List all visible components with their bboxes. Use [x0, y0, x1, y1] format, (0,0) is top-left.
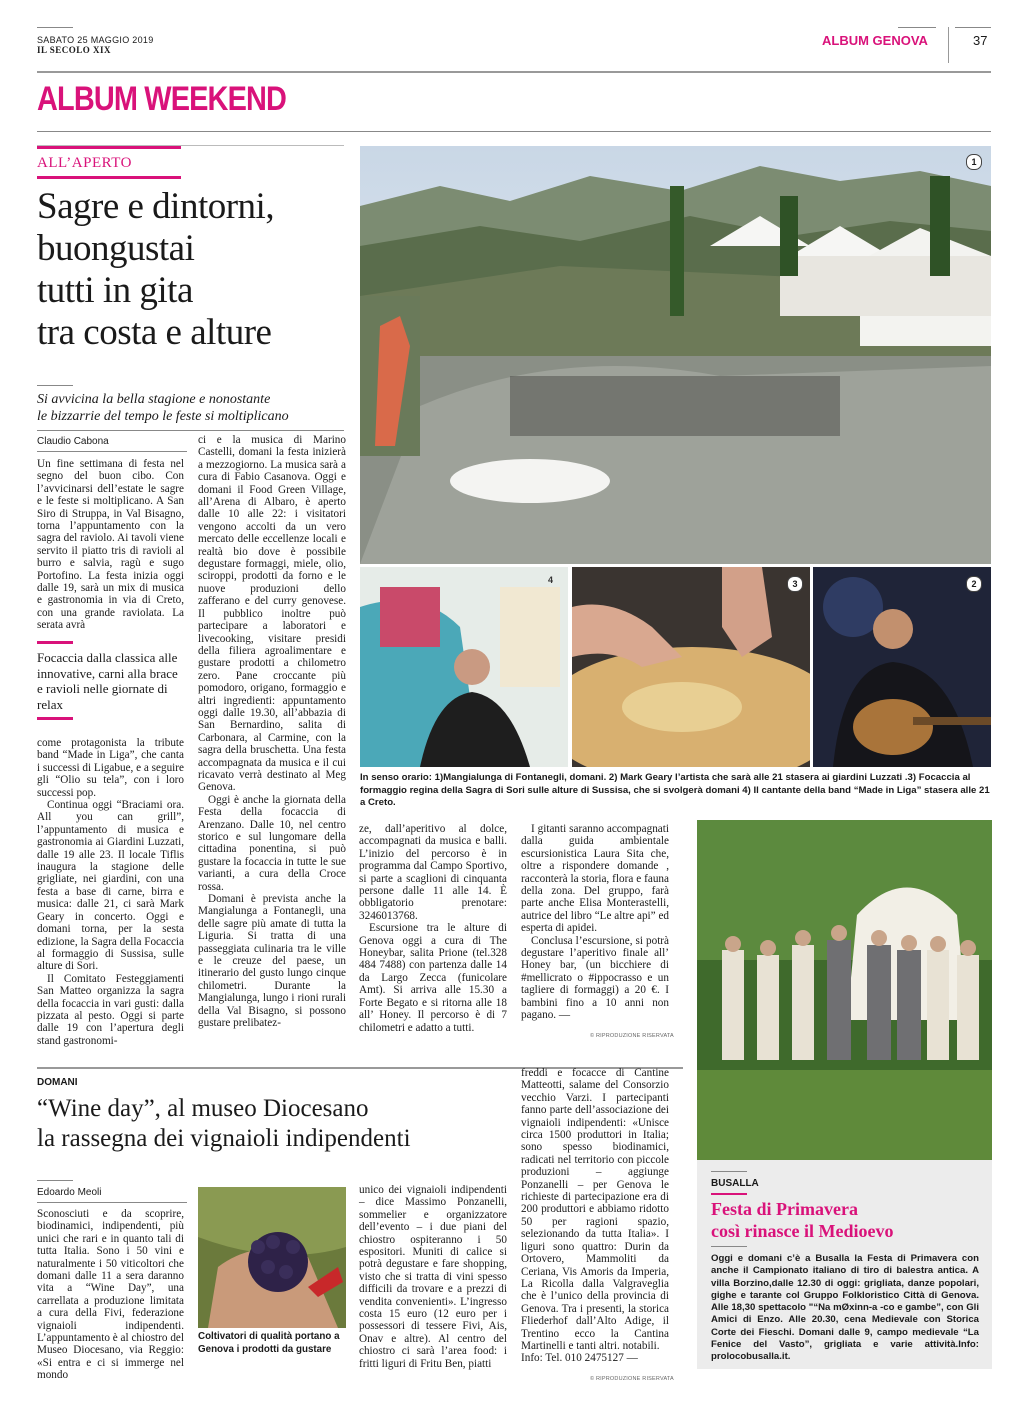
paragraph: Oggi è anche la giornata della Festa della focaccia di Arenzano. Dalle 10, nel centro storico e sul lungomare della cittadina ponentina, si può gustare la focaccia in tutte le sue varianti, a cura della Croce rossa. [198, 793, 346, 893]
paragraph: Sconosciuti e da scoprire, biodinamici, indipendenti, più unici che rari e in quanto tali di tutta Italia. Sono i 50 vini e naturalmente i 50 viticoltori che domani dalle 11 a sera daranno vita a “Wine Day”, una carrellata a produzione limitata a cura della Fivi, federazione vignaioli indipendenti. L’appuntamento è al chiostro del Museo Diocesano, via Reggio: «Si entra e ci si immerge nel mondo [37, 1208, 184, 1382]
paragraph: Escursione tra le alture di Genova oggi a cura di The Honeybar, salita Prione (tel.328 484 7488) con partenza dalle 14 da Largo Zecca (funicolare Amt). Si arriva alle 15.30 a Forte Begato e si ritorna alle 18 all’ Honey. Il percorso è di 7 chilometri e adatto a tutti. [359, 922, 507, 1034]
paragraph: Continua oggi “Braciami ora. All you can grill”, l’appuntamento di musica e gastronomia ai Giardini Luzzati, dalle 19 alle 23. Il locale Tiflis inaugura la stagione delle grigliate, nei giardini, con una festa a base di carne, birra e musica: dalle 21, ci sarà Mark Geary in concerto. Oggi e domani torna, per la sesta edizione, la Sagra della Focaccia al formaggio di Sussisa, sulle alture di Sori. [37, 799, 184, 973]
article-column-1-cont [37, 737, 184, 1047]
photo-number-4: 4 [548, 575, 554, 585]
photo-focaccia-image [572, 567, 810, 767]
wine-headline-line: la rassegna dei vignaioli indipendenti [37, 1125, 411, 1152]
paragraph: Il Comitato Festeggiamenti San Matteo organizza la sagra della focaccia in vari gusti: dalla pizzata al pesto. Oggi si parte dalle 19 con l’apertura degli stand gastronomi- [37, 972, 184, 1047]
photo-mark-geary-image [813, 567, 991, 767]
issue-date: SABATO 25 MAGGIO 2019 [37, 35, 154, 45]
section-label: ALBUM GENOVA [822, 33, 928, 48]
photo-number-1: 1 [966, 154, 982, 170]
busalla-body: Oggi e domani c’è a Busalla la Festa di Primavera con anche il Campionato italiano di tiro di balestra antica. A villa Borzino,dalle 12.30 di oggi: grigliata, danze popolari, gighe e tarante col Gruppo Folkloristico Città di Genova. Alle 18,30 spettacolo "“Na mØxinn-a -co e gambe”, con Gli Amici di Enzo. Alle 20.30, cena Medievale con Storica Corte dei Fieschi. Domani dalle 9, campo medievale “La Fenice del Vasto”, grigliata e varie attività.Info: prolocobusalla.it. [711, 1253, 979, 1363]
article-column-1 [37, 458, 184, 632]
wine-column-1 [37, 1208, 184, 1382]
paragraph: Un fine settimana di festa nel segno del buon cibo. Con l’avvicinarsi dell’estate le sagre e le feste si moltiplicano. A San Siro di Struppa, in Val Bisagno, torna l’appuntamento con la sagra del raviolo. Ai tavoli viene servito il piatto tris di ravioli al burro e salvia, ragù e sugo Portofino. La festa inizia oggi dalle 19, sarà un mix di musica e gastronomia in via di Creto, con una grande raviolata. La serata avrà [37, 458, 184, 632]
headline-line: tutti in gita [37, 270, 193, 311]
busalla-headline [711, 1198, 893, 1242]
article-headline [37, 186, 274, 354]
photo-busalla [697, 820, 992, 1160]
photo-focaccia [572, 567, 810, 767]
wine-byline: Edoardo Meoli [37, 1187, 102, 1198]
paragraph: unico dei vignaioli indipendenti – dice Massimo Ponzanelli, sommelier e organizzatore dell’evento – i due piani del chiostro ospiteranno i 50 espositori. Muniti di calice si potrà degustare e fare shopping, visto che si tratta di vini spesso difficili da trovare e a prezzi di vendita convenienti». L’ingresso costa 15 euro (12 euro per i possessori di tessere Fivi, Ais, Onav e altre). Al centro del chiostro ci sarà l’area food: i fritti liguri di Fritu Ben, piatti [359, 1184, 507, 1370]
wine-headline [37, 1094, 411, 1154]
photo-number-3: 3 [787, 576, 803, 592]
photo-mangialunga-image [360, 146, 991, 564]
subhead-line: le bizzarrie del tempo le feste si moltiplicano [37, 409, 289, 424]
wine-photo-caption: Coltivatori di qualità portano a Genova i prodotti da gustare [198, 1331, 340, 1355]
paragraph: Domani è prevista anche la Mangialunga a Fontanegli, una delle sagre più amate di tutta la Liguria. Si tratta di una passeggiata culinaria tra le ville e le creuze del paese, un itinerario del gusto lungo cinque chilometri. Durante la Mangialunga, lungo i rioni rurali della Val Bisagno, si possono gustare prelibatez- [198, 893, 346, 1030]
photo-number-2: 2 [966, 576, 982, 592]
wine-kicker: DOMANI [37, 1077, 78, 1088]
photo-vignaioli [198, 1187, 346, 1328]
paragraph: ci e la musica di Marino Castelli, domani la festa inizierà a mezzogiorno. La musica sarà a cura di Fabio Casanova. Oggi e domani il Food Green Village, all’Arena di Albaro, è aperto dalle 10 alle 22: i visitatori vengono accolti da un vero mercato delle eccellenze locali e realtà bio dove è possibile degustare formaggi, miele, olio, sciroppi, prodotti da forno e le nuove produzioni dello zafferano e del curry genovese. Il pubblico inoltre può partecipare a laboratori e livecooking, visitare presidi della filiera agroalimentare e gustare prodotti a chilometro zero. Pane croccante più pomodoro, origano, formaggio e altri ingredienti: appuntamento oggi dalle 19.30, all’abbazia di San Bernardino, salita di Carbonara, al Carmine, con la sagra della bruschetta. Una festa accompagnata da musica e il cui ricavato verrà destinato al Meg Genova. [198, 434, 346, 794]
paragraph: Conclusa l’escursione, si potrà degustare l’aperitivo finale all’ Honey bar, (un bicchiere di #mellicrato o #ippocrasso e un tagliere di formaggi) a 20 €. I bambini fino a 10 anni non pagano. — [521, 934, 669, 1022]
info-line: Info: Tel. 010 2475127 — [521, 1352, 638, 1365]
headline-line: buongustai [37, 228, 195, 269]
article-column-2 [198, 434, 346, 1030]
busalla-headline-line: Festa di Primavera [711, 1199, 858, 1219]
band-title: ALBUM WEEKEND [37, 80, 287, 118]
busalla-kicker: BUSALLA [711, 1178, 759, 1189]
photo-caption: In senso orario: 1)Mangialunga di Fontanegli, domani. 2) Mark Geary l’artista che sarà alle 21 stasera ai giardini Luzzati .3) Focaccia al formaggio regina della Sagra di Sori sulle alture di Sussisa, che si svolgerà domani 4) Il cantante della band “Made in Liga” stasera alle 21 a Creto. [360, 772, 990, 809]
photo-mangialunga [360, 146, 991, 564]
page-number: 37 [973, 33, 988, 48]
subhead-line: Si avvicina la bella stagione e nonostante [37, 392, 271, 407]
article-column-4 [521, 823, 669, 1022]
headline-line: Sagre e dintorni, [37, 186, 275, 227]
paragraph: freddi e focacce di Cantine Matteotti, salame del Consorzio vecchio Varzi. I partecipanti fanno parte dell’associazione dei vignaioli indipendenti: «Unisce circa 1500 produttori in Italia; sono spesso biodinamici, radicati nel territorio con piccole produzioni – aggiunge Ponzanelli – per Genova le richieste di partecipazione era di 200 produttori e abbiamo ridotto 50 per ragioni spazio, selezionando da tutta Italia». I liguri sono quattro: Durin da Ortovero, Mammoliti da Ceriana, Vis Amoris da Imperia, La Ricolla dalla Valgraveglia che è l’unico della provincia di Genova. Tra i presenti, la storica Fliederhof dall’Alto Adige, il Trentino ecco la Cantina Martinelli e tanti altri. notabili. [521, 1067, 669, 1352]
article-subhead [37, 391, 289, 425]
byline: Claudio Cabona [37, 436, 109, 447]
wine-column-2 [359, 1184, 507, 1370]
article-column-3 [359, 823, 507, 1034]
article-kicker: ALL’APERTO [37, 155, 132, 171]
pull-quote: Focaccia dalla classica alle innovative, carni alla brace e ravioli nelle giornate di relax [37, 650, 178, 712]
photo-made-in-liga [360, 567, 568, 767]
paragraph: I gitanti saranno accompagnati dalla guida ambientale escursionistica Laura Sita che, oltre a rispondere domande , racconterà la storia, flora e fauna della zona. Del gruppo, farà parte anche Elisa Monterastelli, autrice del libro “Le altre api” ed esperta di apidei. [521, 823, 669, 935]
photo-made-in-liga-image [360, 567, 568, 767]
headline-line: tra costa e alture [37, 312, 272, 353]
photo-busalla-image [697, 820, 992, 1160]
paragraph: come protagonista la tribute band “Made in Liga”, che canta i successi di Ligabue, e a seguire gli “Olio su tela”, con i loro successi pop. [37, 737, 184, 799]
photo-mark-geary [813, 567, 991, 767]
masthead-logo: IL SECOLO XIX [37, 45, 112, 55]
paragraph: ze, dall’aperitivo al dolce, accompagnati da musica e balli. L’inizio del percorso è in programma dal Campo Sportivo, si parte a scaglioni di cinquanta persone dalle 11 alle 14. È obbligatorio prenotare: 3246013768. [359, 823, 507, 922]
page-number-rule [948, 27, 949, 63]
wine-column-3 [521, 1067, 669, 1365]
copyright-credit: © RIPRODUZIONE RISERVATA [590, 1033, 674, 1039]
wine-headline-line: “Wine day”, al museo Diocesano [37, 1095, 369, 1122]
busalla-headline-line: così rinasce il Medioevo [711, 1221, 894, 1241]
photo-vignaioli-image [198, 1187, 346, 1328]
wine-copyright: © RIPRODUZIONE RISERVATA [590, 1376, 674, 1382]
